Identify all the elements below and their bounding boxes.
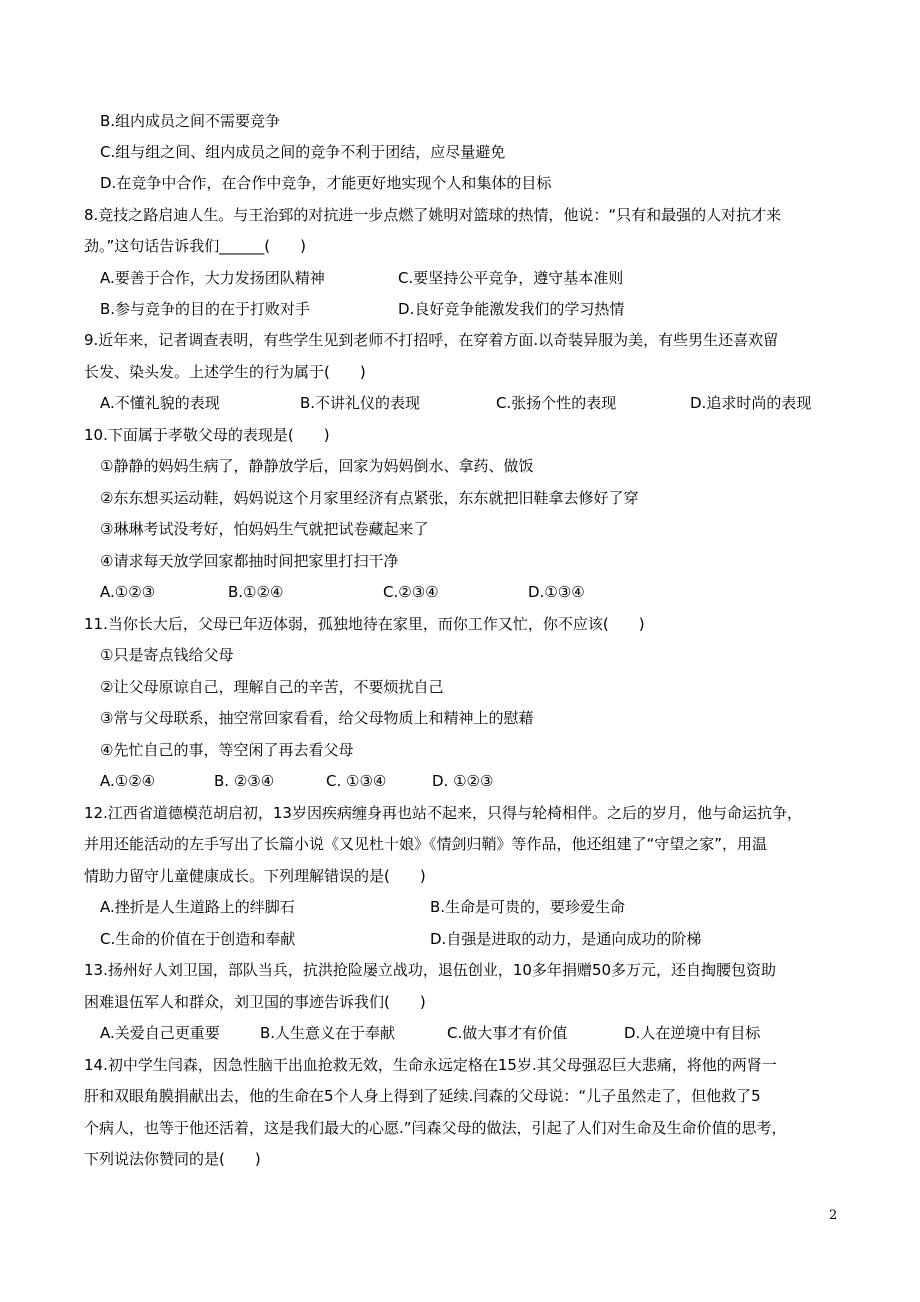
q7-option-b: B.组内成员之间不需要竞争 bbox=[100, 112, 281, 130]
q10-option-a: A.①②③ bbox=[100, 583, 156, 601]
q11-stem: 11.当你长大后，父母已年迈体弱，孤独地待在家里，而你工作又忙，你不应该( ) bbox=[84, 615, 645, 633]
q9-option-b: B.不讲礼仪的表现 bbox=[300, 394, 421, 412]
q12-option-a: A.挫折是人生道路上的绊脚石 bbox=[100, 898, 295, 916]
q12-stem-line-2: 并用还能活动的左手写出了长篇小说《又见杜十娘》《情剑归鞘》等作品，他还组建了“守望之家”，用温 bbox=[84, 835, 768, 853]
q13-option-c: C.做大事才有价值 bbox=[447, 1024, 568, 1042]
q12-option-b: B.生命是可贵的，要珍爱生命 bbox=[430, 898, 626, 916]
q11-item-3: ③常与父母联系，抽空常回家看看，给父母物质上和精神上的慰藉 bbox=[100, 709, 534, 727]
q7-option-c: C.组与组之间、组内成员之间的竞争不利于团结，应尽量避免 bbox=[100, 143, 506, 161]
q8-option-d: D.良好竞争能激发我们的学习热情 bbox=[398, 300, 625, 318]
q11-item-2: ②让父母原谅自己，理解自己的辛苦，不要烦扰自己 bbox=[100, 678, 444, 696]
q10-option-c: C.②③④ bbox=[383, 583, 439, 601]
q10-item-4: ④请求每天放学回家都抽时间把家里打扫干净 bbox=[100, 552, 399, 570]
page-number: 2 bbox=[829, 1208, 838, 1223]
q13-stem-line-2: 困难退伍军人和群众，刘卫国的事迹告诉我们( ) bbox=[84, 993, 426, 1011]
q11-item-4: ④先忙自己的事，等空闲了再去看父母 bbox=[100, 741, 354, 759]
q9-option-c: C.张扬个性的表现 bbox=[496, 394, 617, 412]
q13-option-a: A.关爱自己更重要 bbox=[100, 1024, 220, 1042]
q13-stem-line-1: 13.扬州好人刘卫国，部队当兵，抗洪抢险屡立战功，退伍创业，10多年捐赠50多万元，还自掏腰包资助 bbox=[84, 961, 777, 979]
q10-option-d: D.①③④ bbox=[528, 583, 585, 601]
q13-option-d: D.人在逆境中有目标 bbox=[624, 1024, 761, 1042]
q11-option-d: D. ①②③ bbox=[432, 772, 494, 790]
q10-option-b: B.①②④ bbox=[228, 583, 284, 601]
q12-stem-line-3: 情助力留守儿童健康成长。下列理解错误的是( ) bbox=[84, 867, 426, 885]
q8-stem-line-2: 劲。”这句话告诉我们______( ) bbox=[84, 237, 306, 255]
q8-option-b: B.参与竞争的目的在于打败对手 bbox=[100, 300, 311, 318]
q9-option-d: D.追求时尚的表现 bbox=[690, 394, 812, 412]
q12-option-d: D.自强是进取的动力，是通向成功的阶梯 bbox=[430, 930, 702, 948]
q14-stem-line-4: 下列说法你赞同的是( ) bbox=[84, 1150, 261, 1168]
q12-option-c: C.生命的价值在于创造和奉献 bbox=[100, 930, 296, 948]
q10-item-3: ③琳琳考试没考好，怕妈妈生气就把试卷藏起来了 bbox=[100, 520, 429, 538]
q10-item-1: ①静静的妈妈生病了，静静放学后，回家为妈妈倒水、拿药、做饭 bbox=[100, 457, 534, 475]
q10-item-2: ②东东想买运动鞋，妈妈说这个月家里经济有点紧张，东东就把旧鞋拿去修好了穿 bbox=[100, 489, 639, 507]
q10-stem: 10.下面属于孝敬父母的表现是( ) bbox=[84, 426, 330, 444]
q11-item-1: ①只是寄点钱给父母 bbox=[100, 646, 234, 664]
q14-stem-line-1: 14.初中学生闫森，因急性脑干出血抢救无效，生命永远定格在15岁.其父母强忍巨大悲痛，将他的两肾一 bbox=[84, 1056, 777, 1074]
q11-option-c: C. ①③④ bbox=[326, 772, 387, 790]
q8-option-c: C.要坚持公平竞争，遵守基本准则 bbox=[398, 269, 624, 287]
q8-stem-line-1: 8.竞技之路启迪人生。与王治郅的对抗进一步点燃了姚明对篮球的热情，他说：“只有和最强的人对抗才来 bbox=[84, 206, 782, 224]
q13-option-b: B.人生意义在于奉献 bbox=[260, 1024, 396, 1042]
q14-stem-line-3: 个病人，也等于他还活着，这是我们最大的心愿.”闫森父母的做法，引起了人们对生命及生命价值的思考， bbox=[84, 1119, 787, 1137]
q8-option-a: A.要善于合作，大力发扬团队精神 bbox=[100, 269, 325, 287]
q7-option-d: D.在竞争中合作，在合作中竞争，才能更好地实现个人和集体的目标 bbox=[100, 174, 552, 192]
q11-option-b: B. ②③④ bbox=[214, 772, 275, 790]
q12-stem-line-1: 12.江西省道德模范胡启初，13岁因疾病缠身再也站不起来，只得与轮椅相伴。之后的岁月，他与命运抗争， bbox=[84, 804, 802, 822]
q9-option-a: A.不懂礼貌的表现 bbox=[100, 394, 220, 412]
q9-stem-line-2: 长发、染头发。上述学生的行为属于( ) bbox=[84, 363, 366, 381]
q14-stem-line-2: 肝和双眼角膜捐献出去，他的生命在5个人身上得到了延续.闫森的父母说：“儿子虽然走了，但他救了5 bbox=[84, 1087, 761, 1105]
q11-option-a: A.①②④ bbox=[100, 772, 156, 790]
q9-stem-line-1: 9.近年来，记者调查表明，有些学生见到老师不打招呼，在穿着方面.以奇装异服为美，有些男生还喜欢留 bbox=[84, 331, 779, 349]
